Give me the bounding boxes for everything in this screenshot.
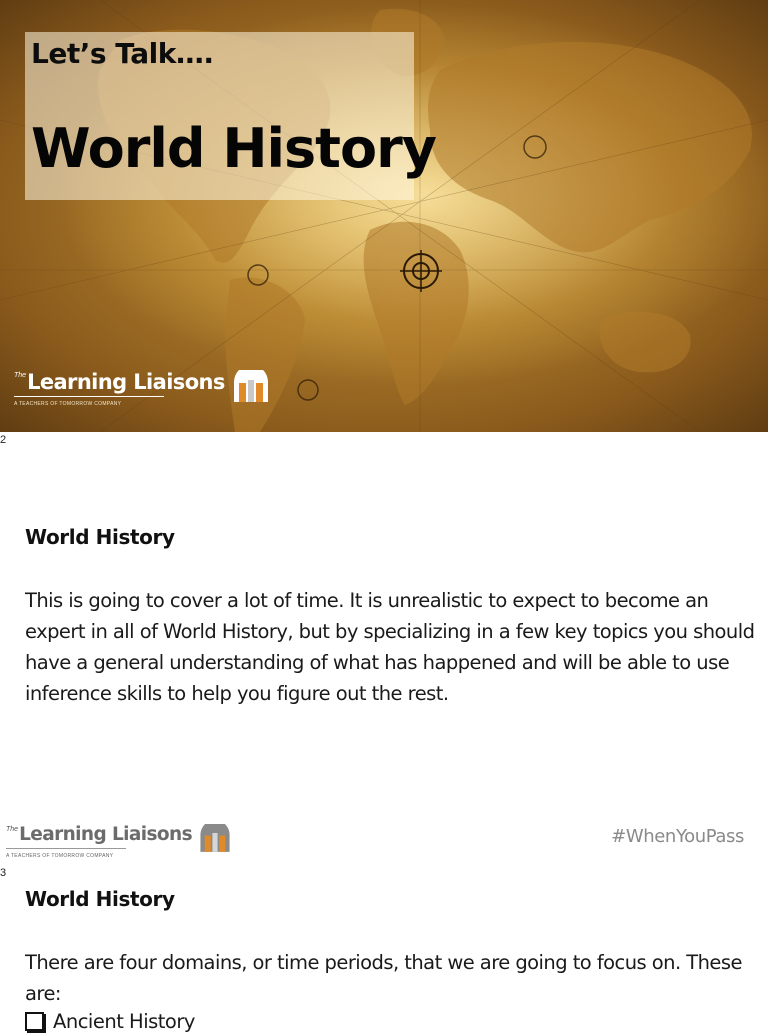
slide-kicker: Let’s Talk…. — [31, 37, 214, 70]
list-item-label: Ancient History — [53, 1010, 195, 1033]
learning-liaisons-logo-icon — [230, 370, 272, 404]
logo-tagline: A TEACHERS OF TOMORROW COMPANY — [6, 852, 114, 859]
logo-the: The — [14, 372, 27, 379]
body-paragraph: This is going to cover a lot of time. It is unrealistic to expect to become an expert in all of World History, but by specializing in a few key topics you should have a general understanding of what has happened and will be able to use inference skills to help you figure out the rest. — [25, 589, 755, 705]
logo-name: Learning Liaisons — [19, 824, 193, 845]
hashtag: #WhenYouPass — [611, 826, 744, 847]
learning-liaisons-logo — [14, 372, 272, 407]
logo-tagline: A TEACHERS OF TOMORROW COMPANY — [14, 401, 122, 407]
page-number: 3 — [0, 867, 7, 879]
hero-slide — [0, 0, 768, 432]
intro-paragraph: There are four domains, or time periods, that we are going to focus on. These are: — [25, 951, 742, 1005]
page-number: 2 — [0, 434, 7, 446]
checkbox-icon — [25, 1012, 44, 1031]
slide-title: World History — [31, 117, 436, 180]
section-heading: World History — [25, 525, 175, 549]
learning-liaisons-logo-icon — [197, 824, 233, 854]
logo-name: Learning Liaisons — [27, 370, 225, 394]
footer-logo — [6, 826, 233, 859]
list-item — [25, 1010, 195, 1033]
section-heading: World History — [25, 887, 175, 911]
logo-the: The — [6, 826, 19, 833]
